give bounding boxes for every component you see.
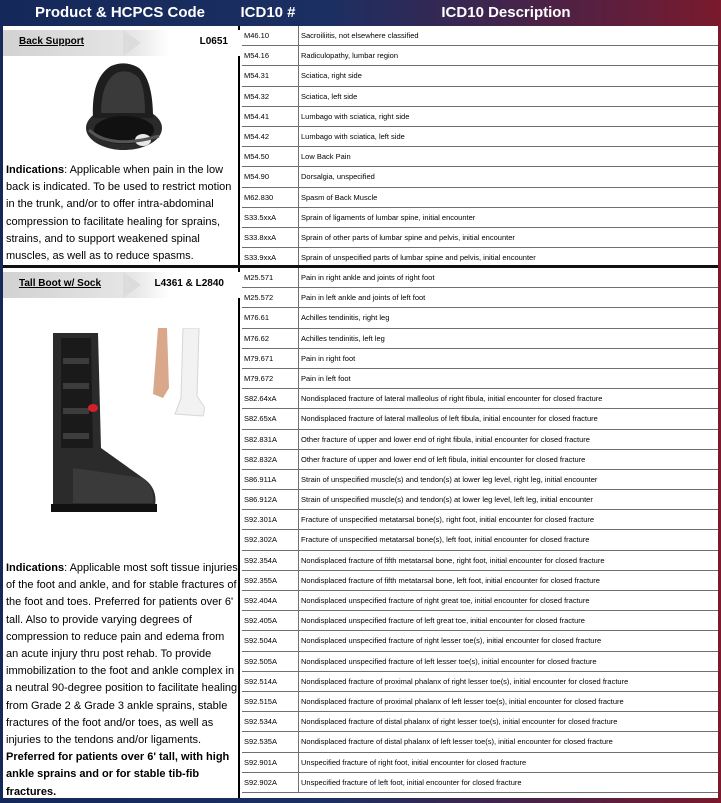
- icd-code-cell: S92.504A: [242, 631, 299, 650]
- table-row: [242, 208, 718, 228]
- icd-code-cell: S82.65xA: [242, 409, 299, 428]
- icd-code-cell: M25.572: [242, 288, 299, 307]
- table-row: [242, 369, 718, 389]
- product-panel: [3, 26, 240, 266]
- icd-table: [242, 26, 718, 266]
- icd-code-cell: M79.671: [242, 349, 299, 368]
- icd-description-cell: Nondisplaced unspecified fracture of right lesser toe(s), initial encounter for closed fracture: [301, 636, 602, 646]
- table-row: [242, 349, 718, 369]
- table-row: [242, 510, 718, 530]
- product-name[interactable]: Back Support: [19, 36, 85, 47]
- icd-code-cell: M76.62: [242, 329, 299, 348]
- table-row: [242, 712, 718, 732]
- icd-description-cell: Pain in right ankle and joints of right foot: [301, 273, 435, 282]
- icd-code-cell: M54.42: [242, 127, 299, 146]
- table-row: [242, 753, 718, 773]
- icd-code-cell: M54.31: [242, 66, 299, 85]
- icd-code-cell: S92.355A: [242, 571, 299, 590]
- icd-description-cell: Pain in left foot: [301, 373, 351, 383]
- icd-table: [242, 268, 718, 798]
- icd-description-cell: Fracture of unspecified metatarsal bone(s), left foot, initial encounter for closed fracture: [301, 535, 590, 545]
- header-icd: ICD10 #: [240, 4, 296, 21]
- icd-description-cell: Nondisplaced fracture of distal phalanx of left lesser toe(s), initial encounter for closed fracture: [301, 737, 613, 747]
- table-row: [242, 167, 718, 187]
- indications-label: Indications: [6, 562, 65, 574]
- icd-description-cell: Sciatica, right side: [301, 71, 362, 81]
- icd-description-cell: Spasm of Back Muscle: [301, 192, 378, 202]
- table-row: [242, 389, 718, 409]
- indications-body: : Applicable when pain in the low back is indicated. To be used to restrict motion in the trunk, and/or to offer intra-abdominal compression to facilitate healing for sprains, strains, and to support weakened spinal muscles, as well as to reduce spasms.: [6, 164, 232, 263]
- table-row: [242, 450, 718, 470]
- product-panel: [3, 268, 240, 798]
- indications-text: [6, 162, 238, 265]
- icd-code-cell: M54.41: [242, 107, 299, 126]
- icd-description-cell: Lumbago with sciatica, right side: [301, 111, 410, 121]
- hcpcs-code: L4361 & L2840: [154, 278, 224, 289]
- table-row: [242, 571, 718, 591]
- icd-code-cell: S92.354A: [242, 551, 299, 570]
- indications-bold-note: Preferred for patients over 6' tall, with high ankle sprains and or for stable tib-fib fractures.: [6, 751, 230, 798]
- indications-label: Indications: [6, 164, 65, 176]
- icd-code-cell: S92.405A: [242, 611, 299, 630]
- table-row: [242, 631, 718, 651]
- icd-code-cell: S82.831A: [242, 430, 299, 449]
- icd-code-cell: S92.505A: [242, 652, 299, 671]
- table-row: [242, 26, 718, 46]
- icd-description-cell: Nondisplaced unspecified fracture of left lesser toe(s), initial encounter for closed fracture: [301, 656, 597, 666]
- table-row: [242, 611, 718, 631]
- icd-code-cell: M46.10: [242, 26, 299, 45]
- icd-code-cell: S92.515A: [242, 692, 299, 711]
- icd-code-cell: S92.901A: [242, 753, 299, 772]
- tab-arrow-shape: [123, 30, 141, 56]
- product-tab: [3, 272, 240, 298]
- table-row: [242, 551, 718, 571]
- icd-code-cell: M76.61: [242, 308, 299, 327]
- table-row: [242, 288, 718, 308]
- table-row: [242, 692, 718, 712]
- icd-code-cell: S92.302A: [242, 530, 299, 549]
- icd-description-cell: Sprain of ligaments of lumbar spine, initial encounter: [301, 212, 476, 222]
- icd-code-cell: M54.32: [242, 87, 299, 106]
- table-row: [242, 591, 718, 611]
- icd-code-cell: S33.9xxA: [242, 248, 299, 267]
- icd-description-cell: Nondisplaced fracture of distal phalanx of right lesser toe(s), initial encounter for closed fracture: [301, 717, 618, 727]
- table-row: [242, 188, 718, 208]
- table-row: [242, 470, 718, 490]
- indications-body: : Applicable most soft tissue injuries of the foot and ankle, and for stable fractures of the foot and toes. Preferred for patients over 6' tall. Also to provide varying degrees of compression to reduce pain and edema from an acute injury thru post rehab. To provide immobilization to the foot and ankle complex in a neutral 90-degree position to facilitate healing from Grade 2 & Grade 3 ankle sprains, stable fractures of the foot and/or toes, as well as injuries to the tendons and/or ligaments.: [6, 562, 238, 747]
- icd-code-cell: S92.534A: [242, 712, 299, 731]
- table-row: [242, 773, 718, 793]
- icd-description-cell: Nondisplaced fracture of lateral malleolus of right fibula, initial encounter for closed fracture: [301, 394, 603, 404]
- icd-code-cell: M54.50: [242, 147, 299, 166]
- icd-description-cell: Nondisplaced fracture of proximal phalanx of right lesser toe(s), initial encounter for closed fracture: [301, 676, 629, 686]
- product-tab: [3, 30, 240, 56]
- icd-description-cell: Nondisplaced fracture of lateral malleolus of left fibula, initial encounter for closed fracture: [301, 414, 598, 424]
- icd-code-cell: S92.535A: [242, 732, 299, 751]
- hcpcs-code: L0651: [199, 36, 228, 47]
- icd-code-cell: S86.912A: [242, 490, 299, 509]
- icd-code-cell: S82.832A: [242, 450, 299, 469]
- table-row: [242, 268, 718, 288]
- icd-description-cell: Fracture of unspecified metatarsal bone(s), right foot, initial encounter for closed fracture: [301, 515, 595, 525]
- icd-code-cell: S82.64xA: [242, 389, 299, 408]
- icd-description-cell: Other fracture of upper and lower end of right fibula, initial encounter for closed fracture: [301, 434, 590, 444]
- header-product: Product & HCPCS Code: [34, 4, 205, 21]
- table-row: [242, 430, 718, 450]
- icd-description-cell: Nondisplaced unspecified fracture of right great toe, initial encounter for closed fracture: [301, 596, 590, 605]
- icd-description-cell: Pain in left ankle and joints of left foot: [301, 293, 426, 303]
- table-row: [242, 107, 718, 127]
- icd-description-cell: Nondisplaced fracture of fifth metatarsal bone, right foot, initial encounter for closed fracture: [301, 555, 605, 565]
- table-row: [242, 66, 718, 86]
- icd-code-cell: M62.830: [242, 188, 299, 207]
- back-support-image: [81, 58, 167, 158]
- table-row: [242, 732, 718, 752]
- icd-code-cell: S92.404A: [242, 591, 299, 610]
- icd-code-cell: S92.902A: [242, 773, 299, 792]
- icd-code-cell: S92.301A: [242, 510, 299, 529]
- table-row: [242, 329, 718, 349]
- icd-description-cell: Sciatica, left side: [301, 91, 358, 101]
- table-row: [242, 228, 718, 248]
- table-row: [242, 87, 718, 107]
- table-row: [242, 409, 718, 429]
- icd-description-cell: Achilles tendinitis, left leg: [301, 333, 385, 343]
- icd-description-cell: Sprain of unspecified parts of lumbar spine and pelvis, initial encounter: [301, 253, 536, 263]
- table-row: [242, 46, 718, 66]
- icd-description-cell: Pain in right foot: [301, 353, 356, 363]
- icd-code-cell: M54.16: [242, 46, 299, 65]
- icd-description-cell: Sprain of other parts of lumbar spine and pelvis, initial encounter: [301, 232, 515, 242]
- table-row: [242, 308, 718, 328]
- icd-description-cell: Unspecified fracture of left foot, initial encounter for closed fracture: [301, 777, 522, 787]
- icd-description-cell: Achilles tendinitis, right leg: [301, 313, 390, 323]
- table-row: [242, 127, 718, 147]
- icd-description-cell: Sacroiliitis, not elsewhere classified: [301, 31, 419, 40]
- icd-code-cell: S33.8xxA: [242, 228, 299, 247]
- icd-description-cell: Dorsalgia, unspecified: [301, 172, 375, 182]
- icd-description-cell: Radiculopathy, lumbar region: [301, 51, 398, 61]
- icd-description-cell: Strain of unspecified muscle(s) and tendon(s) at lower leg level, left leg, initial encounter: [301, 495, 593, 505]
- tab-arrow-shape: [123, 272, 141, 298]
- table-row: [242, 652, 718, 672]
- icd-description-cell: Nondisplaced unspecified fracture of left great toe, initial encounter for closed fracture: [301, 616, 585, 626]
- product-section-back-support: [3, 26, 718, 266]
- header-description: ICD10 Description: [441, 4, 571, 21]
- table-row: [242, 490, 718, 510]
- icd-description-cell: Lumbago with sciatica, left side: [301, 131, 405, 141]
- icd-code-cell: S92.514A: [242, 672, 299, 691]
- icd-code-cell: M79.672: [242, 369, 299, 388]
- icd-description-cell: Other fracture of upper and lower end of left fibula, initial encounter for closed fracture: [301, 454, 586, 464]
- icd-description-cell: Unspecified fracture of right foot, initial encounter for closed fracture: [301, 757, 527, 767]
- table-row: [242, 530, 718, 550]
- icd-description-cell: Low Back Pain: [301, 152, 351, 162]
- table-row: [242, 672, 718, 692]
- icd-description-cell: Nondisplaced fracture of fifth metatarsal bone, left foot, initial encounter for closed fracture: [301, 575, 600, 585]
- table-row: [242, 147, 718, 167]
- icd-code-cell: S86.911A: [242, 470, 299, 489]
- icd-description-cell: Strain of unspecified muscle(s) and tendon(s) at lower leg level, right leg, initial encounter: [301, 474, 598, 484]
- product-name[interactable]: Tall Boot w/ Sock: [19, 278, 102, 289]
- indications-text: [6, 560, 238, 801]
- icd-code-cell: M25.571: [242, 268, 299, 287]
- icd-description-cell: Nondisplaced fracture of proximal phalanx of left lesser toe(s), initial encounter for closed fracture: [301, 696, 624, 706]
- icd-code-cell: S33.5xxA: [242, 208, 299, 227]
- sock-image: [153, 328, 205, 418]
- tall-boot-image: [43, 328, 163, 513]
- icd-code-cell: M54.90: [242, 167, 299, 186]
- product-section-tall-boot: [3, 268, 718, 798]
